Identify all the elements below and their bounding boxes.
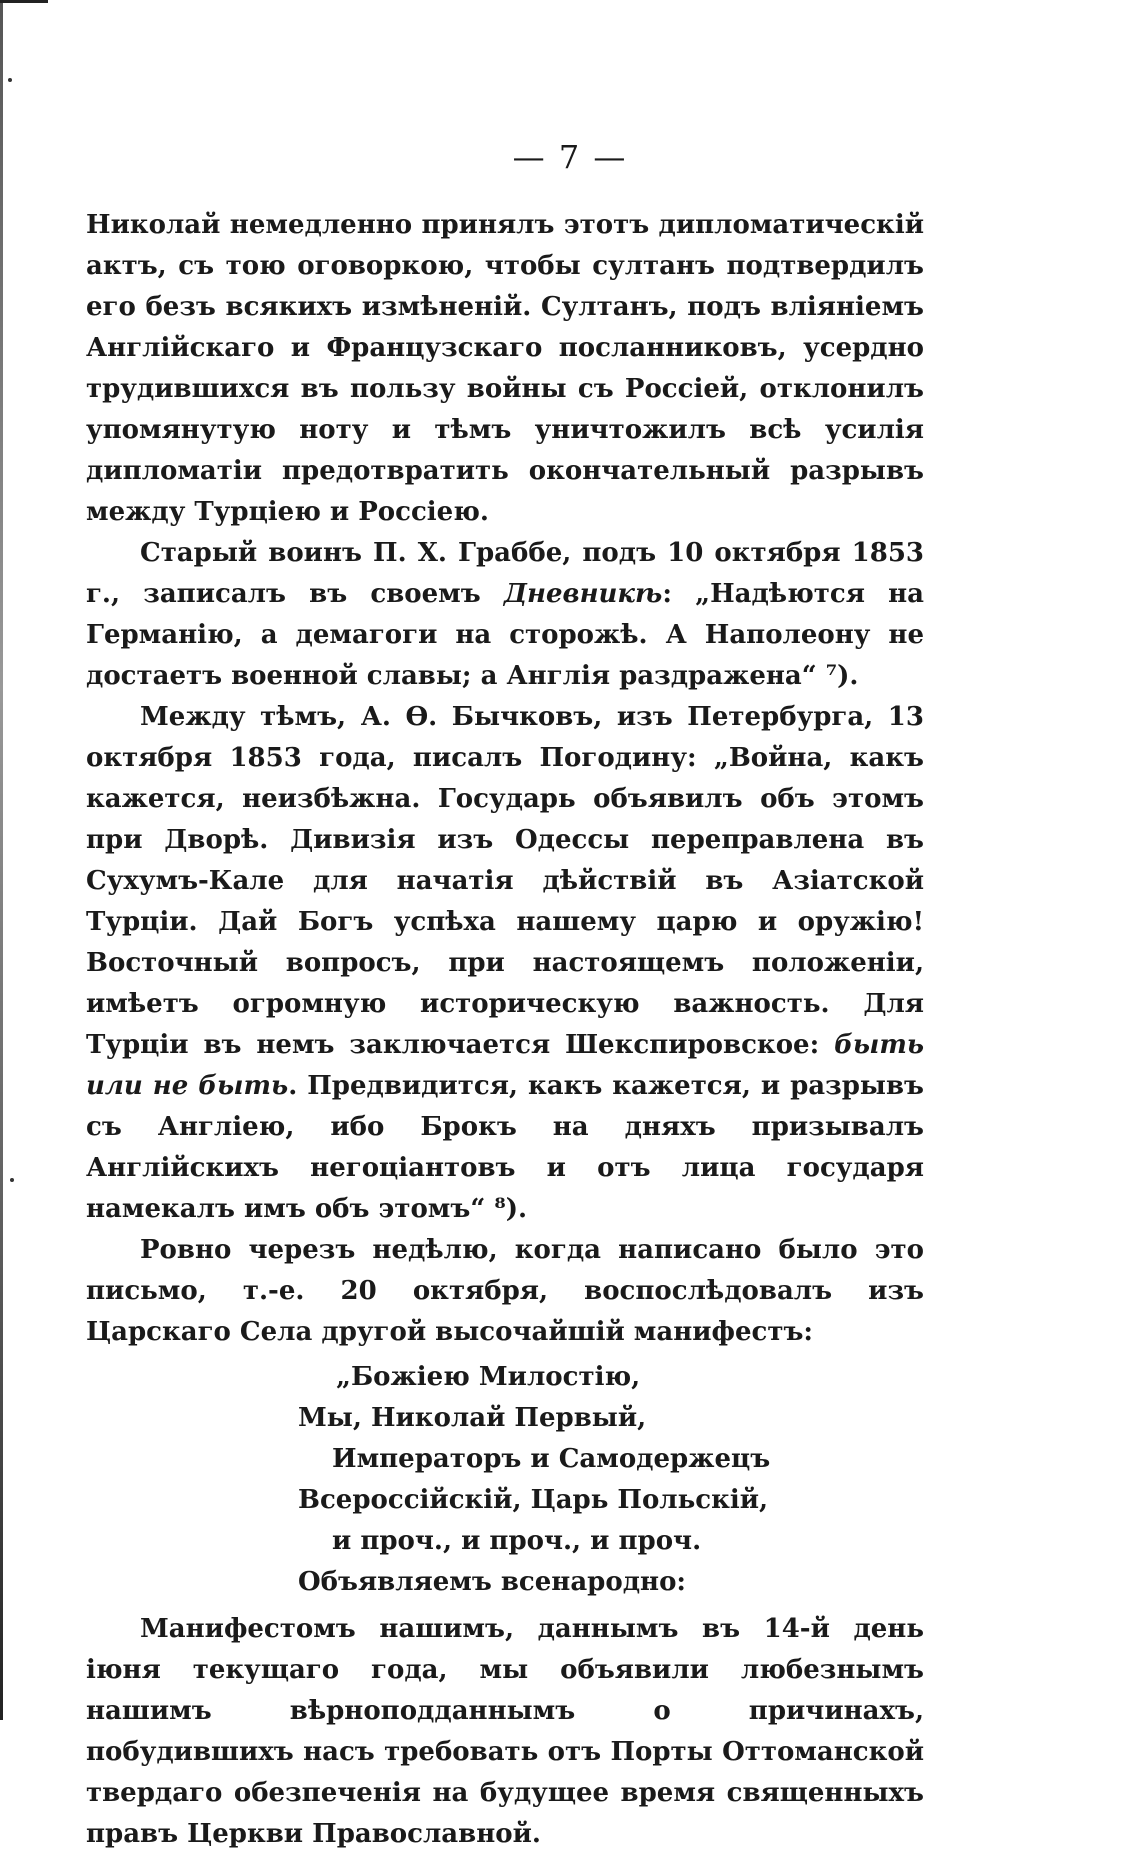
scan-speck: [8, 78, 12, 82]
manifesto-line-2: Мы, Николай Первый,: [298, 1403, 647, 1433]
paragraph-3-text-end: . Предвидится, какъ кажется, и разрывъ съ Англіею, ибо Брокъ на дняхъ призывалъ Англійскихъ негоціантовъ и отъ лица государя намекалъ имъ объ этомъ“ ⁸).: [86, 1071, 924, 1224]
scan-edge-left: [0, 0, 3, 1720]
manifesto-line-5: и проч., и проч., и проч.: [332, 1526, 702, 1556]
paragraph-3-italic: быть или не быть: [86, 1030, 924, 1101]
manifesto-line-6: Объявляемъ всенародно:: [298, 1567, 687, 1597]
paragraph-3: [86, 697, 924, 1230]
scan-edge-top: [0, 0, 48, 3]
paragraph-2: [86, 533, 924, 697]
paragraph-3-text-start: Между тѣмъ, А. Ѳ. Бычковъ, изъ Петербурга, 13 октября 1853 года, писалъ Погодину: „Война, какъ кажется, неизбѣжна. Государь объявилъ объ этомъ при Дворѣ. Дивизія изъ Одессы переправлена въ Сухумъ-Кале для начатія дѣйствій въ Азіатской Турціи. Дай Богъ успѣха нашему царю и оружію! Восточный вопросъ, при настоящемъ положеніи, имѣетъ огромную историческую важность. Для Турціи въ немъ заключается Шекспировское:: [86, 702, 924, 1060]
paragraph-2-text-start: Старый воинъ П. Х. Граббе, подъ 10 октября 1853 г., записалъ въ своемъ: [86, 538, 924, 609]
manifesto-line-3: Императоръ и Самодержецъ: [332, 1444, 771, 1474]
manifesto-heading: [86, 1357, 924, 1603]
paragraph-5: Манифестомъ нашимъ, даннымъ въ 14-й день іюня текущаго года, мы объявили любезнымъ нашимъ вѣрноподданнымъ о причинахъ, побудившихъ насъ требовать отъ Порты Оттоманской твердаго обезпеченія на будущее время священныхъ правъ Церкви Православной.: [86, 1614, 924, 1849]
paragraph-2-italic: Дневникѣ: [503, 579, 663, 609]
paragraph-1: Николай немедленно принялъ этотъ дипломатическій актъ, съ тою оговоркою, чтобы султанъ подтвердилъ его безъ всякихъ измѣненій. Султанъ, подъ вліяніемъ Англійскаго и Французскаго посланниковъ, усердно трудившихся въ пользу войны съ Россіей, отклонилъ упомянутую ноту и тѣмъ уничтожилъ всѣ усилія дипломатіи предотвратить окончательный разрывъ между Турціею и Россіею.: [86, 210, 924, 527]
manifesto-line-1: „Божіею Милостію,: [336, 1362, 641, 1392]
scan-speck: [10, 1178, 14, 1182]
paragraph-2-text-end: : „Надѣются на Германію, а демагоги на сторожѣ. А Наполеону не достаетъ военной славы; а Англія раздражена“ ⁷).: [86, 579, 924, 691]
paragraph-4: Ровно черезъ недѣлю, когда написано было это письмо, т.-е. 20 октября, воспослѣдовалъ изъ Царскаго Села другой высочайшій манифестъ:: [86, 1235, 924, 1347]
manifesto-line-4: Всероссійскій, Царь Польскій,: [298, 1485, 769, 1515]
page-number: — 7 —: [512, 138, 628, 176]
page-body: [86, 205, 924, 1855]
